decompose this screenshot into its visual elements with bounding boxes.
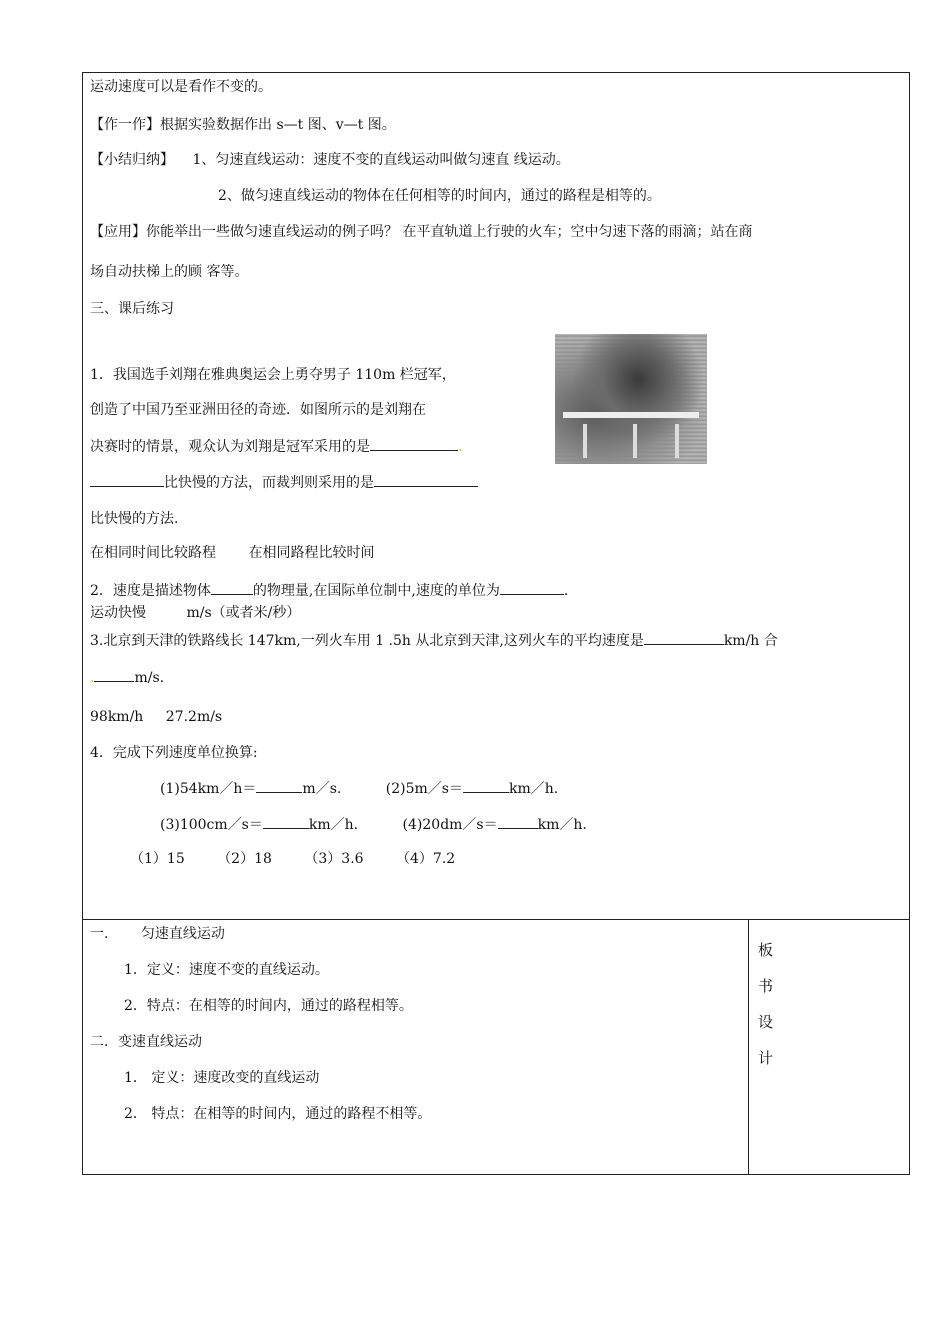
q3-text-1: 3.北京到天津的铁路线长 147km,一列火车用 1 .5h 从北京到天津,这列火车的平均速度是: [90, 633, 644, 649]
q1-line4: [90, 472, 478, 493]
apply-text-line1: 你能举出一些做匀速直线运动的例子吗？ 在平直轨道上行驶的火车；空中匀速下落的雨滴；站在商: [146, 224, 753, 240]
q1-blank-1[interactable]: [370, 436, 458, 451]
q4-row1: [160, 778, 558, 799]
q1-blank-2[interactable]: [374, 472, 478, 487]
q2-text-3: .: [563, 583, 569, 599]
q4-c2-blank[interactable]: [463, 778, 509, 793]
board-item-2-2: 2． 特点：在相等的时间内，通过的路程不相等。: [124, 1106, 432, 1122]
q3-text-3: m/s.: [134, 670, 165, 686]
q4-c4-unit: km／h.: [537, 817, 587, 833]
hurdle-bar: [563, 412, 699, 458]
q3-blank-2[interactable]: [94, 667, 134, 682]
q3-answer-a: 98km/h: [90, 709, 144, 725]
summary-item-1: 1、匀速直线运动：速度不变的直线运动叫做匀速直 线运动。: [192, 152, 570, 168]
q1-answer-b: 在相同路程比较时间: [248, 545, 375, 561]
board-item-1-2: 2．特点：在相等的时间内，通过的路程相等。: [124, 998, 413, 1014]
board-item-1-1: 1．定义：速度不变的直线运动。: [124, 962, 329, 978]
q4-c2-unit: km／h.: [509, 781, 559, 797]
q4-c1-text: (1)54km／h＝: [160, 781, 257, 797]
q1-line3: 决赛时的情景，观众认为刘翔是冠军采用的是 .: [90, 436, 462, 457]
q3-blank-1[interactable]: [644, 630, 724, 645]
q4-c1-unit: m／s.: [302, 781, 342, 797]
q4-answer-1: （1）15: [130, 851, 185, 867]
q2-line: [90, 580, 568, 601]
q4-c1-blank[interactable]: [256, 778, 302, 793]
hurdle-leg: [675, 424, 679, 458]
hurdle-race-photo: [555, 334, 707, 464]
q1-line3-text: 决赛时的情景，观众认为刘翔是冠军采用的是: [90, 439, 370, 455]
hurdle-leg: [583, 424, 587, 458]
q1-blank-1-cont[interactable]: [90, 472, 164, 487]
zuo-yi-zuo-paragraph: [90, 115, 396, 135]
q4-title: 4．完成下列速度单位换算:: [90, 745, 258, 761]
q1-answers: [90, 543, 374, 563]
q1-line1: 1．我国选手刘翔在雅典奥运会上勇夺男子 110m 栏冠军，: [90, 367, 456, 383]
q4-c4-blank[interactable]: [498, 814, 538, 829]
apply-paragraph: [90, 222, 752, 242]
summary-item-2: 2、做匀速直线运动的物体在任何相等的时间内，通过的路程是相等的。: [218, 188, 661, 204]
q3-answers: [90, 707, 222, 727]
q2-blank-1[interactable]: [211, 580, 253, 595]
q3-text-2: km/h 合: [723, 633, 778, 649]
board-label-char-3: 设: [758, 1013, 774, 1031]
q4-row2: [160, 814, 587, 835]
section-3-heading: 三、课后练习: [90, 301, 174, 317]
apply-label: 【应用】: [90, 224, 146, 240]
q2-answer-b: m/s（或者米/秒）: [186, 605, 301, 621]
board-heading-2: 二．变速直线运动: [90, 1034, 202, 1050]
board-design-frame: [82, 919, 910, 1175]
q1-line5: 比快慢的方法.: [90, 511, 179, 527]
q4-c3-text: (3)100cm／s＝: [160, 817, 263, 833]
apply-text-line2: 场自动扶梯上的顾 客等。: [90, 264, 249, 280]
board-heading-1: 一. 匀速直线运动: [90, 926, 225, 942]
speed-constant-line: 运动速度可以是看作不变的。: [90, 79, 272, 95]
q1-answer-a: 在相同时间比较路程: [90, 545, 216, 561]
q2-answers: [90, 603, 300, 623]
q1-line2: 创造了中国乃至亚洲田径的奇迹．如图所示的是刘翔在: [90, 402, 426, 418]
q4-answers: [130, 849, 455, 869]
summary-paragraph: [90, 150, 570, 170]
q1-line4-text: 比快慢的方法，而裁判则采用的是: [164, 475, 374, 491]
zuo-yi-zuo-label: 【作一作】: [90, 117, 160, 133]
board-item-2-1: 1． 定义：速度改变的直线运动: [124, 1070, 320, 1086]
zuo-yi-zuo-text: 根据实验数据作出 s—t 图、v—t 图。: [160, 117, 396, 133]
hurdle-leg: [633, 424, 637, 458]
q4-answer-2: （2）18: [217, 851, 272, 867]
board-column-divider: [748, 920, 749, 1174]
q4-c3-unit: km／h.: [308, 817, 359, 833]
q2-answer-a: 运动快慢: [90, 605, 146, 621]
q4-answer-3: （3）3.6: [304, 851, 364, 867]
q2-text-1: 2．速度是描述物体: [90, 583, 211, 599]
q4-c2-text: (2)5m／s＝: [385, 781, 463, 797]
board-label-char-4: 计: [758, 1049, 774, 1067]
summary-label: 【小结归纳】: [90, 152, 174, 168]
board-label-char-1: 板: [758, 941, 774, 959]
q4-c3-blank[interactable]: [263, 814, 309, 829]
q3-line2: . m/s.: [90, 667, 164, 688]
q4-c4-text: (4)20dm／s＝: [402, 817, 498, 833]
board-label-char-2: 书: [758, 977, 774, 995]
q3-answer-b: 27.2m/s: [165, 709, 223, 725]
q2-text-2: 的物理量,在国际单位制中,速度的单位为: [252, 583, 500, 599]
q2-blank-2[interactable]: [500, 580, 564, 595]
q3-line1: [90, 630, 778, 651]
q4-answer-4: （4）7.2: [396, 851, 456, 867]
